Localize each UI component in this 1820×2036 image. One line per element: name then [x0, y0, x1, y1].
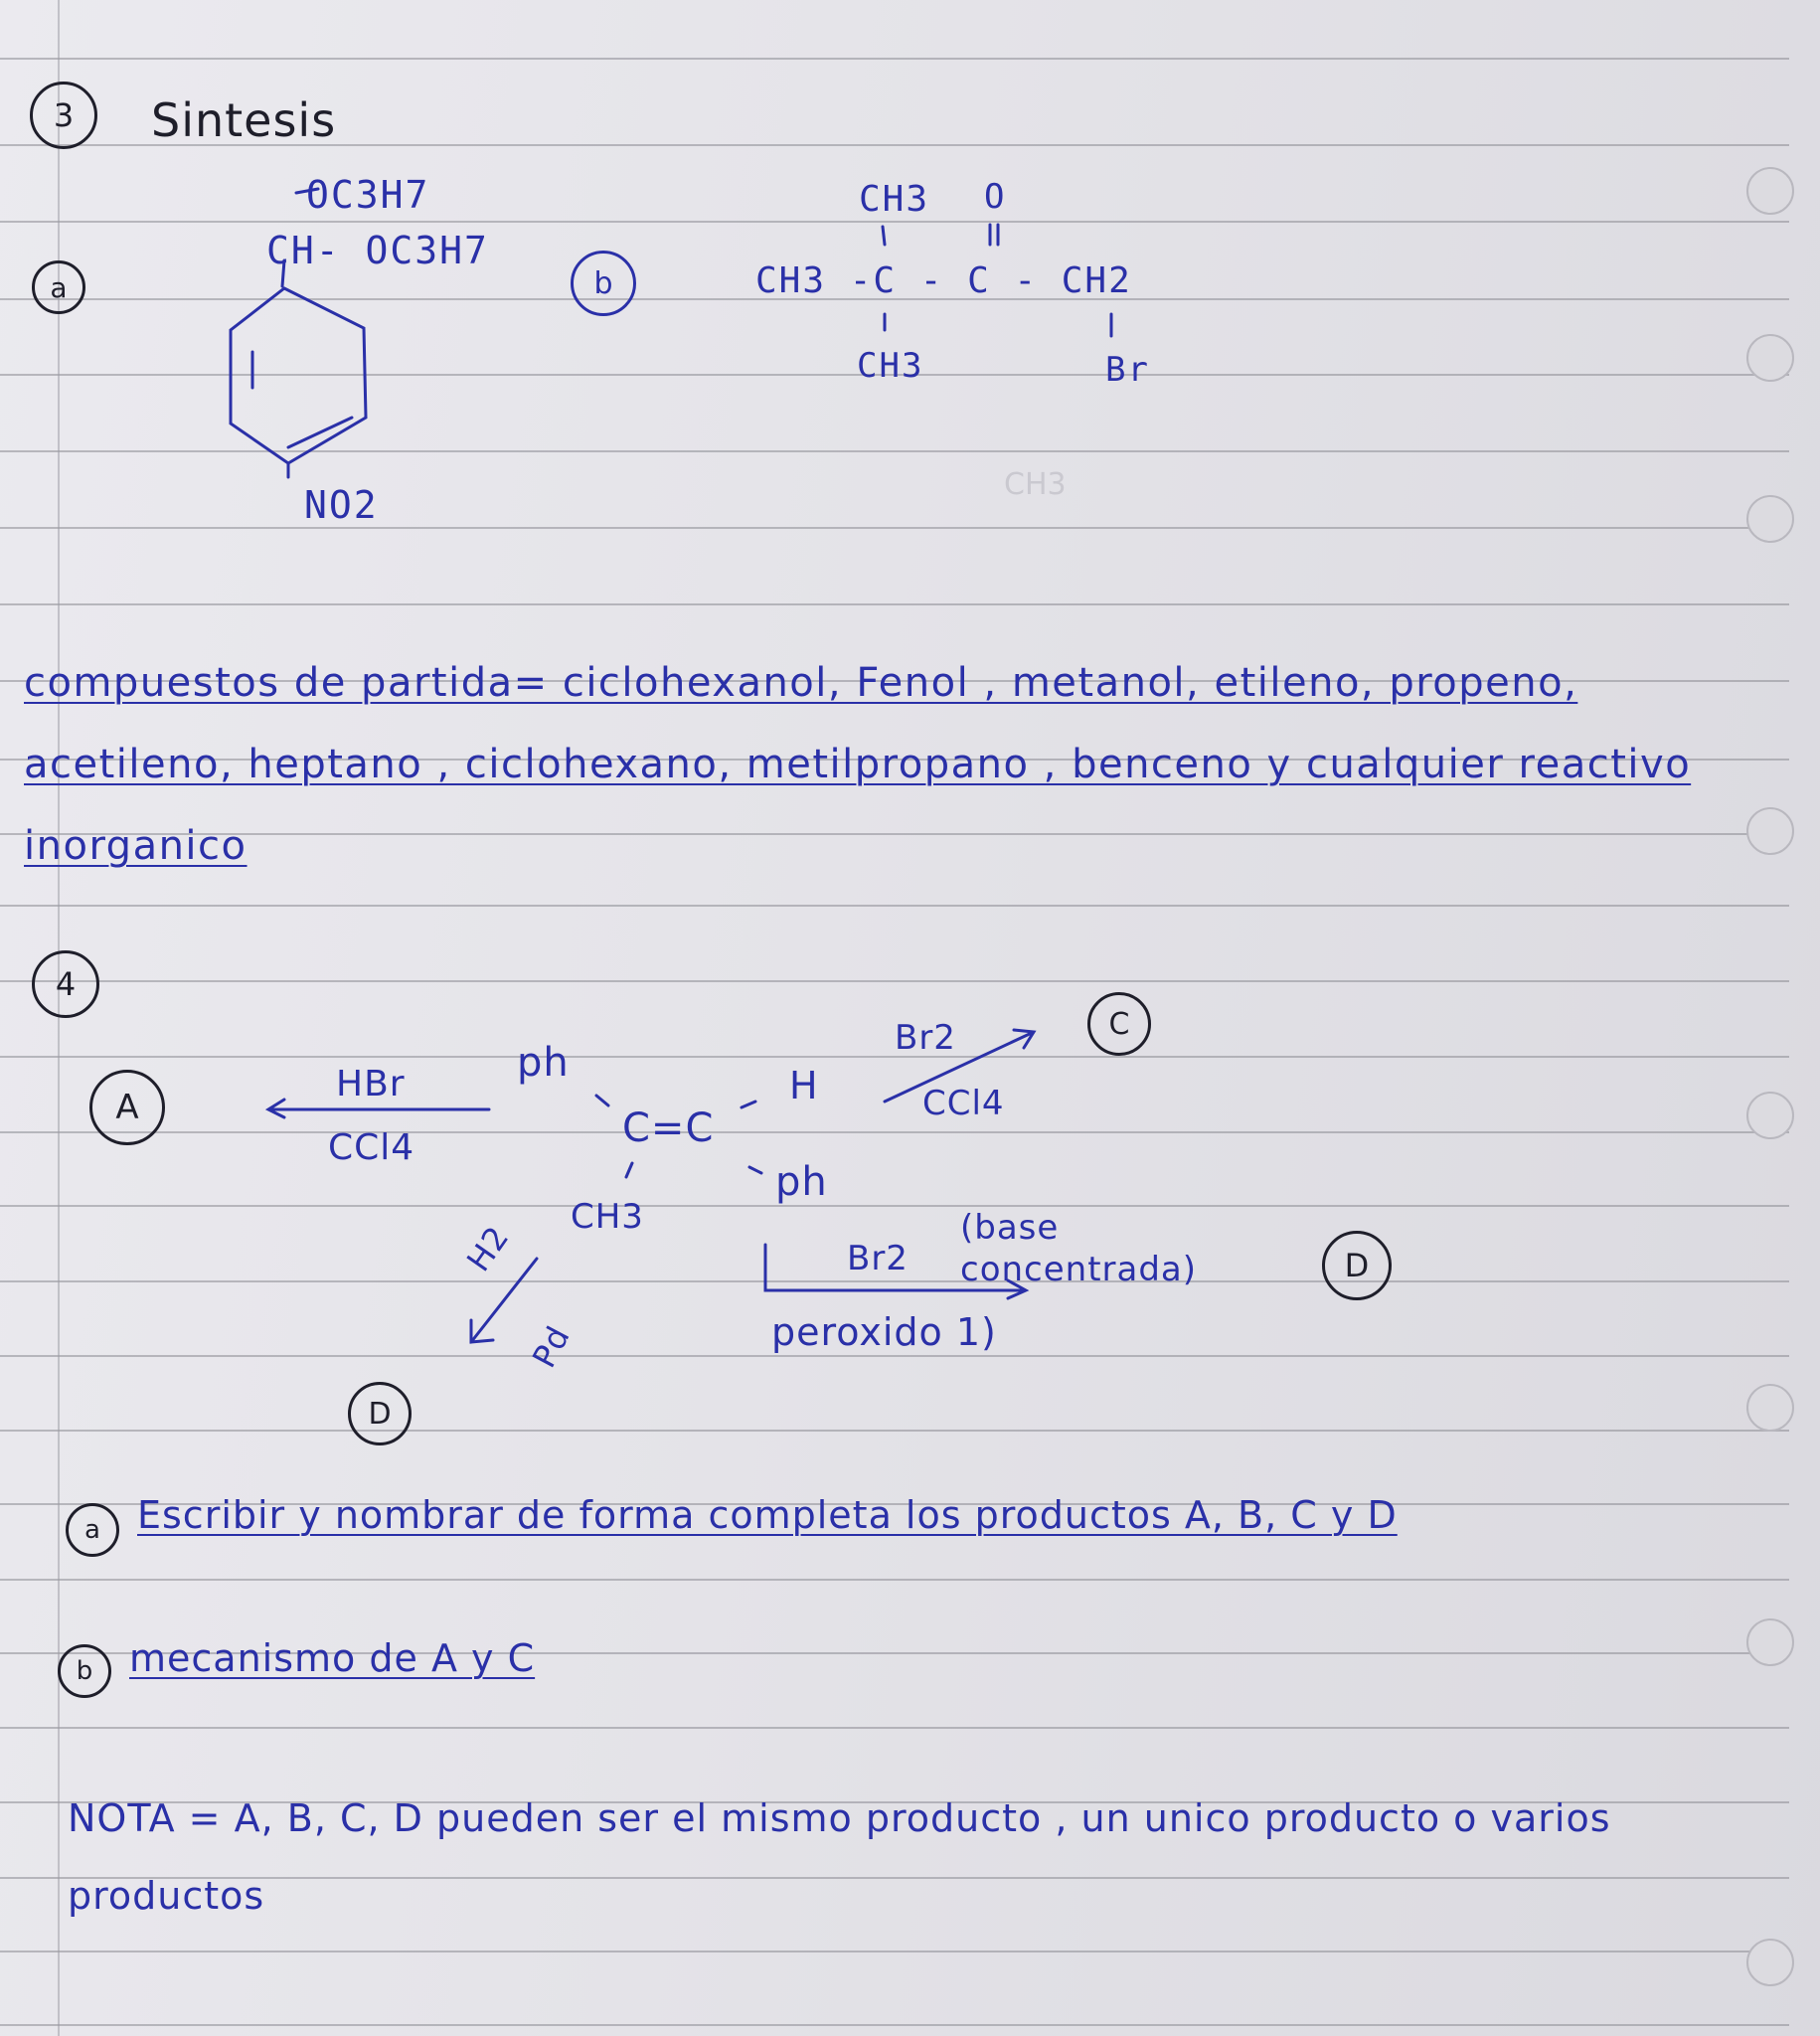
question-a-text: Escribir y nombrar de forma completa los productos A, B, C y D [137, 1493, 1398, 1537]
part-a-substituent-top: OC3H7 [306, 173, 430, 217]
ruled-line [0, 2024, 1789, 2026]
reaction-c-reagent-bottom: CCl4 [922, 1084, 1005, 1123]
product-d-down-circle: D [348, 1382, 412, 1445]
part-b-br-bond [1103, 308, 1123, 348]
product-c-circle: C [1087, 992, 1151, 1056]
starting-materials-text: compuestos de partida= ciclohexanol, Fenol , metanol, etileno, propeno, acetileno, heptano , ciclohexano, metilpropano , benceno y cualquier reactivo inorganico [24, 660, 1692, 869]
binder-hole [1746, 1384, 1794, 1432]
ruled-line [0, 603, 1789, 605]
ruled-line [0, 1131, 1789, 1133]
part-a-para-group: NO2 [304, 483, 379, 527]
reaction-a-arrow [260, 1094, 499, 1123]
ruled-line [0, 1430, 1789, 1432]
binder-hole [1746, 334, 1794, 382]
reaction-a-reagent-bottom: CCl4 [328, 1127, 415, 1168]
reaction-d-reagent-bottom: peroxido 1) [771, 1310, 997, 1354]
section-4-number: 4 [32, 950, 99, 1018]
part-a-label: a [32, 260, 85, 314]
part-a-substituent-chain: CH- OC3H7 [266, 229, 489, 272]
section-3-title: Sintesis [151, 93, 337, 147]
ruled-line [0, 58, 1789, 60]
part-b-top-o: O [984, 177, 1007, 217]
alkene-double-bond: C=C [622, 1105, 715, 1151]
part-b-bottom-br: Br [1105, 350, 1150, 390]
bleed-through-text: CH3 [1004, 467, 1067, 502]
product-d-right-circle: D [1322, 1231, 1392, 1300]
part-b-bottom-ch3: CH3 [857, 346, 924, 386]
reaction-d-condition: (base concentrada) [960, 1208, 1198, 1289]
alkene-bonds-drawing [586, 1084, 825, 1193]
alkene-h: H [789, 1064, 819, 1107]
alkene-ph-bottom: ph [775, 1159, 828, 1205]
benzene-ring-drawing [219, 179, 417, 477]
question-b-text: mecanismo de A y C [129, 1636, 536, 1680]
binder-hole [1746, 1939, 1794, 1986]
part-b-main-chain: CH3 -C - C - CH2 [755, 260, 1132, 301]
reaction-d-down-reagent-h2: H2 [459, 1218, 517, 1278]
reaction-a-reagent-top: HBr [336, 1064, 406, 1104]
part-b-label: b [571, 251, 636, 316]
binder-hole [1746, 167, 1794, 215]
alkene-ch3: CH3 [571, 1197, 644, 1237]
reaction-d-down-reagent-pd: Pd [525, 1319, 579, 1374]
note-text: NOTA = A, B, C, D pueden ser el mismo producto , un unico producto o varios productos [68, 1796, 1611, 1918]
ruled-line [0, 1579, 1789, 1581]
binder-hole [1746, 1092, 1794, 1139]
part-b-top-ch3: CH3 [859, 179, 930, 220]
ruled-line [0, 980, 1789, 982]
ruled-line [0, 1205, 1789, 1207]
reaction-d-reagent-top: Br2 [847, 1239, 909, 1278]
binder-hole [1746, 495, 1794, 543]
alkene-ph-top: ph [517, 1040, 570, 1086]
question-b-label: b [58, 1644, 111, 1698]
ruled-line [0, 527, 1789, 529]
reaction-c-reagent-top: Br2 [895, 1018, 956, 1058]
ruled-line [0, 1951, 1789, 1952]
binder-hole [1746, 1618, 1794, 1666]
product-a-circle: A [89, 1070, 165, 1145]
ruled-line [0, 1355, 1789, 1357]
ruled-line [0, 1727, 1789, 1729]
question-a-label: a [66, 1503, 119, 1557]
section-3-number: 3 [30, 82, 97, 149]
reaction-d-arrow [757, 1243, 1046, 1302]
ruled-line [0, 905, 1789, 907]
